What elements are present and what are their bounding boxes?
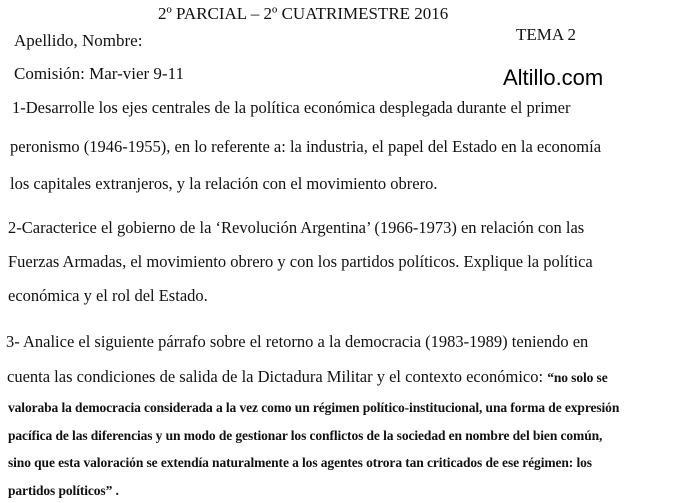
question-1-line-1: 1-Desarrolle los ejes centrales de la política económica desplegada durante el primer	[12, 98, 571, 117]
question-3-line-2	[7, 369, 608, 386]
quote-line-3: sino que esta valoración se extendía naturalmente a los agentes otrora tan criticados de ese régimen: los	[8, 455, 592, 470]
question-2-line-2: Fuerzas Armadas, el movimiento obrero y con los partidos políticos. Explique la política	[8, 252, 593, 271]
comision-label: Comisión: Mar-vier 9-11	[14, 64, 184, 83]
exam-tema: TEMA 2	[516, 25, 576, 44]
question-1-line-2: peronismo (1946-1955), en lo referente a: la industria, el papel del Estado en la economía	[10, 137, 602, 156]
question-3-line-2-text: cuenta las condiciones de salida de la Dictadura Militar y el contexto económico:	[7, 367, 544, 386]
apellido-nombre-label: Apellido, Nombre:	[14, 31, 143, 50]
question-3-line-1: 3- Analice el siguiente párrafo sobre el retorno a la democracia (1983-1989) teniendo en	[6, 332, 589, 351]
question-2-line-3: económica y el rol del Estado.	[8, 286, 208, 305]
watermark: Altillo.com	[503, 65, 604, 90]
quote-line-1: valoraba la democracia considerada a la vez como un régimen político-institucional, una forma de expresión	[8, 400, 620, 415]
question-2-line-1: 2-Caracterice el gobierno de la ‘Revolución Argentina’ (1966-1973) en relación con las	[8, 218, 585, 237]
question-1-line-3: los capitales extranjeros, y la relación con el movimiento obrero.	[10, 174, 438, 193]
quote-line-4: partidos políticos” .	[8, 483, 119, 498]
quote-line-2: pacífica de las diferencias y un modo de gestionar los conflictos de la sociedad en nombre del bien común,	[8, 428, 603, 443]
quote-opening: “no solo se	[547, 370, 608, 385]
exam-title: 2º PARCIAL – 2º CUATRIMESTRE 2016	[158, 4, 449, 23]
